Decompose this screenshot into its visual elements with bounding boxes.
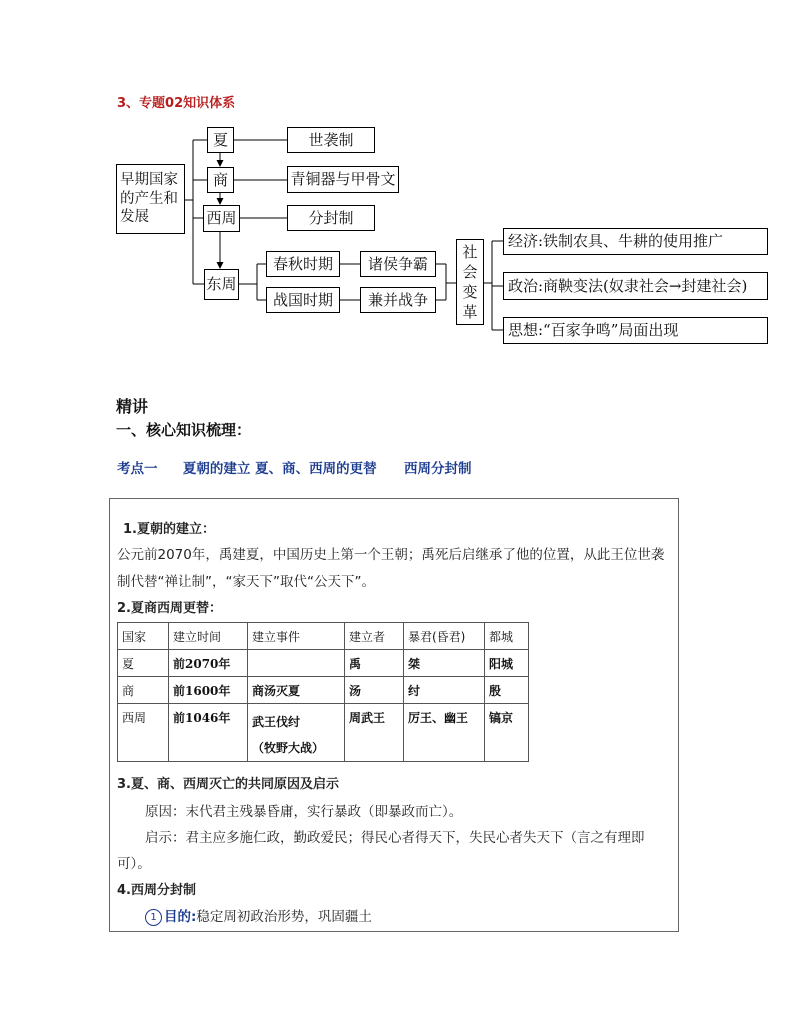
table-cell: 前1600年 bbox=[169, 677, 248, 704]
section2-title: 2.夏商西周更替： bbox=[117, 601, 222, 616]
section4-purpose bbox=[145, 905, 372, 926]
table-header: 国家 bbox=[118, 623, 169, 650]
social-change-label: 社会变革 bbox=[462, 242, 478, 322]
dynasty-shang: 商 bbox=[207, 167, 234, 193]
table-header: 暴君(昏君) bbox=[404, 623, 485, 650]
dynasty-table bbox=[117, 622, 529, 762]
table-header-row bbox=[118, 623, 529, 650]
period-warring-states: 战国时期 bbox=[266, 287, 340, 313]
root-node bbox=[116, 164, 185, 234]
result-politics: 政治:商鞅变法(奴隶社会→封建社会) bbox=[503, 272, 768, 300]
section4-purpose-label: 目的: bbox=[164, 909, 197, 925]
social-change bbox=[456, 239, 484, 325]
table-cell: 前2070年 bbox=[169, 650, 248, 677]
table-cell: 桀 bbox=[404, 650, 485, 677]
topic-line bbox=[117, 457, 472, 477]
table-cell bbox=[248, 650, 345, 677]
table-cell: 镐京 bbox=[485, 704, 529, 762]
table-cell: 商汤灭夏 bbox=[248, 677, 345, 704]
result-economy: 经济:铁制农具、牛耕的使用推广 bbox=[503, 228, 768, 255]
section1-line1: 公元前2070年，禹建夏，中国历史上第一个王朝；禹死后启继承了他的位置，从此王位世袭 bbox=[117, 547, 665, 563]
section3-reason: 原因：末代君主残暴昏庸，实行暴政（即暴政而亡）。 bbox=[145, 804, 463, 820]
feature-bronze-oracle: 青铜器与甲骨文 bbox=[287, 166, 399, 193]
table-header: 建立事件 bbox=[248, 623, 345, 650]
circled-number-icon: 1 bbox=[145, 909, 162, 926]
section3-title: 3.夏、商、西周灭亡的共同原因及启示 bbox=[117, 777, 339, 792]
section4-title: 4.西周分封制 bbox=[117, 883, 196, 898]
table-cell-extra: （牧野大战） bbox=[252, 741, 325, 755]
table-row bbox=[118, 704, 529, 762]
section1-title: 1.夏朝的建立： bbox=[123, 522, 215, 537]
table-cell: 周武王 bbox=[345, 704, 404, 762]
section1-line2: 制代替“禅让制”，“家天下”取代“公天下”。 bbox=[117, 574, 375, 590]
table-cell: 纣 bbox=[404, 677, 485, 704]
table-cell: 西周 bbox=[118, 704, 169, 762]
table-row bbox=[118, 650, 529, 677]
table-cell: 汤 bbox=[345, 677, 404, 704]
section3-lesson-line2: 可）。 bbox=[117, 856, 151, 872]
table-cell: 夏 bbox=[118, 650, 169, 677]
section-title: 3、专题02知识体系 bbox=[117, 96, 236, 111]
table-cell: 商 bbox=[118, 677, 169, 704]
event-annexation: 兼并战争 bbox=[360, 287, 436, 313]
dynasty-xia: 夏 bbox=[207, 127, 234, 153]
table-row bbox=[118, 677, 529, 704]
heading-jingjiang: 精讲 bbox=[116, 397, 149, 416]
root-label: 早期国家的产生和发展 bbox=[120, 171, 178, 226]
table-cell: 前1046年 bbox=[169, 704, 248, 762]
table-cell: 禹 bbox=[345, 650, 404, 677]
table-cell-text: 武王伐纣 bbox=[252, 715, 301, 729]
topic-part2: 西周分封制 bbox=[404, 461, 472, 477]
table-cell: 殷 bbox=[485, 677, 529, 704]
section4-purpose-text: 稳定周初政治形势，巩固疆土 bbox=[196, 909, 372, 925]
table-cell: 厉王、幽王 bbox=[404, 704, 485, 762]
table-header: 都城 bbox=[485, 623, 529, 650]
result-thought: 思想:“百家争鸣”局面出现 bbox=[503, 317, 768, 344]
period-spring-autumn: 春秋时期 bbox=[266, 251, 340, 277]
table-cell-event bbox=[248, 704, 345, 762]
subheading-core: 一、核心知识梳理： bbox=[116, 421, 252, 439]
feature-hereditary: 世袭制 bbox=[287, 127, 375, 153]
event-hegemony: 诸侯争霸 bbox=[360, 251, 436, 277]
dynasty-eastern-zhou: 东周 bbox=[204, 269, 239, 300]
topic-label: 考点一 bbox=[117, 461, 158, 477]
dynasty-western-zhou: 西周 bbox=[203, 205, 240, 232]
section3-lesson-line1: 启示：君主应多施仁政，勤政爱民；得民心者得天下，失民心者失天下（言之有理即 bbox=[145, 830, 645, 846]
table-header: 建立者 bbox=[345, 623, 404, 650]
topic-part1: 夏朝的建立 夏、商、西周的更替 bbox=[182, 461, 377, 477]
table-cell: 阳城 bbox=[485, 650, 529, 677]
table-header: 建立时间 bbox=[169, 623, 248, 650]
feature-enfeoffment: 分封制 bbox=[287, 205, 375, 231]
